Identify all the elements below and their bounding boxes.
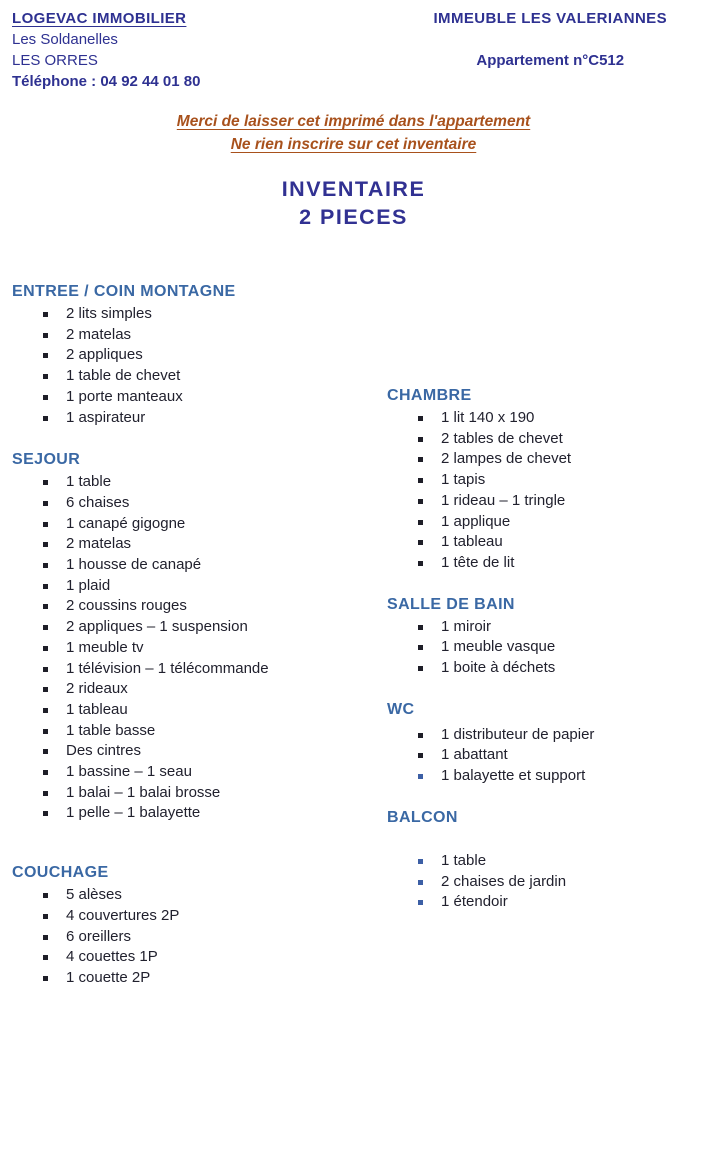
section-heading: SALLE DE BAIN bbox=[387, 595, 515, 613]
square-bullet-icon bbox=[43, 584, 48, 589]
section-chambre bbox=[387, 385, 707, 574]
item-label: 1 meuble tv bbox=[66, 638, 144, 656]
square-bullet-icon bbox=[43, 955, 48, 960]
notice-line-2: Ne rien inscrire sur cet inventaire bbox=[230, 136, 477, 153]
list-item bbox=[387, 553, 707, 574]
item-label: 2 appliques – 1 suspension bbox=[66, 618, 248, 636]
list-item bbox=[12, 638, 387, 659]
list-item bbox=[387, 449, 707, 470]
square-bullet-icon bbox=[43, 501, 48, 506]
item-label: Des cintres bbox=[66, 742, 142, 760]
list-item bbox=[387, 408, 707, 429]
item-label: 4 couvertures 2P bbox=[66, 906, 180, 924]
inventory-columns bbox=[0, 281, 707, 989]
item-label: 1 pelle – 1 balayette bbox=[66, 804, 201, 822]
list-item bbox=[12, 783, 387, 804]
list-item bbox=[387, 658, 707, 679]
item-label: 2 lits simples bbox=[66, 305, 152, 322]
square-bullet-icon bbox=[43, 976, 48, 981]
list-item bbox=[387, 429, 707, 450]
section-heading: SEJOUR bbox=[12, 451, 81, 469]
item-list bbox=[12, 304, 387, 428]
item-label: 2 appliques bbox=[66, 346, 143, 364]
square-bullet-icon bbox=[43, 480, 48, 485]
item-label: 1 miroir bbox=[441, 617, 492, 635]
item-label: 1 boite à déchets bbox=[441, 659, 556, 677]
list-item bbox=[12, 345, 387, 366]
square-bullet-icon bbox=[418, 900, 423, 905]
square-bullet-icon bbox=[418, 540, 423, 545]
list-item bbox=[12, 325, 387, 346]
list-item bbox=[12, 927, 387, 948]
list-item bbox=[12, 366, 387, 387]
item-label: 1 bassine – 1 seau bbox=[66, 763, 192, 781]
notice-block bbox=[0, 110, 707, 156]
section-heading: COUCHAGE bbox=[12, 864, 109, 882]
item-label: 1 balai – 1 balai brosse bbox=[66, 783, 221, 801]
list-item bbox=[387, 745, 707, 766]
list-item bbox=[12, 659, 387, 680]
item-label: 6 chaises bbox=[66, 493, 130, 511]
list-item bbox=[387, 532, 707, 553]
list-item bbox=[12, 679, 387, 700]
list-item bbox=[12, 741, 387, 762]
item-label: 2 lampes de chevet bbox=[441, 450, 572, 468]
agency-name: LOGEVAC IMMOBILIER bbox=[12, 10, 187, 27]
square-bullet-icon bbox=[418, 666, 423, 671]
section-heading: ENTREE / COIN MONTAGNE bbox=[12, 283, 236, 300]
square-bullet-icon bbox=[43, 416, 48, 421]
page-title bbox=[0, 175, 707, 231]
square-bullet-icon bbox=[43, 625, 48, 630]
section-salle-de-bain bbox=[387, 594, 707, 679]
item-label: 1 table de chevet bbox=[66, 367, 181, 385]
square-bullet-icon bbox=[418, 625, 423, 630]
list-item bbox=[387, 851, 707, 872]
section-sejour bbox=[12, 449, 387, 824]
square-bullet-icon bbox=[43, 749, 48, 754]
section-balcon bbox=[387, 807, 707, 913]
item-list bbox=[387, 851, 707, 913]
item-label: 1 rideau – 1 tringle bbox=[441, 491, 566, 509]
title-line-2: 2 PIECES bbox=[299, 205, 408, 229]
item-list bbox=[387, 725, 707, 787]
square-bullet-icon bbox=[43, 563, 48, 568]
item-label: 2 matelas bbox=[66, 325, 132, 343]
list-item bbox=[387, 766, 707, 787]
square-bullet-icon bbox=[418, 499, 423, 504]
agency-block bbox=[12, 8, 312, 92]
list-item bbox=[387, 637, 707, 658]
item-label: 2 coussins rouges bbox=[66, 597, 187, 615]
item-label: 1 distributeur de papier bbox=[441, 725, 595, 743]
item-label: 1 plaid bbox=[66, 576, 111, 594]
item-label: 1 tête de lit bbox=[441, 553, 515, 571]
item-label: 1 applique bbox=[441, 512, 511, 530]
item-list bbox=[12, 472, 387, 824]
square-bullet-icon bbox=[418, 733, 423, 738]
square-bullet-icon bbox=[418, 561, 423, 566]
item-label: 2 matelas bbox=[66, 535, 132, 553]
list-item bbox=[12, 721, 387, 742]
list-item bbox=[12, 387, 387, 408]
list-item bbox=[387, 892, 707, 913]
square-bullet-icon bbox=[418, 478, 423, 483]
list-item bbox=[12, 762, 387, 783]
item-label: 1 tableau bbox=[66, 700, 128, 718]
list-item bbox=[12, 968, 387, 989]
item-list bbox=[387, 617, 707, 679]
list-item bbox=[387, 470, 707, 491]
square-bullet-icon bbox=[418, 645, 423, 650]
list-item bbox=[12, 534, 387, 555]
list-item bbox=[12, 885, 387, 906]
item-label: 5 alèses bbox=[66, 886, 122, 904]
item-label: 2 rideaux bbox=[66, 680, 128, 698]
list-item bbox=[12, 947, 387, 968]
item-label: 1 porte manteaux bbox=[66, 387, 183, 405]
item-label: 2 chaises de jardin bbox=[441, 872, 567, 890]
square-bullet-icon bbox=[418, 520, 423, 525]
list-item bbox=[387, 617, 707, 638]
square-bullet-icon bbox=[43, 687, 48, 692]
square-bullet-icon bbox=[43, 791, 48, 796]
square-bullet-icon bbox=[43, 522, 48, 527]
list-item bbox=[387, 725, 707, 746]
list-item bbox=[12, 493, 387, 514]
inventory-column-right bbox=[387, 281, 707, 989]
item-label: 1 table bbox=[66, 473, 112, 491]
item-label: 1 balayette et support bbox=[441, 767, 586, 785]
title-line-1: INVENTAIRE bbox=[281, 177, 426, 201]
square-bullet-icon bbox=[43, 542, 48, 547]
list-item bbox=[12, 576, 387, 597]
section-heading: WC bbox=[387, 700, 415, 718]
square-bullet-icon bbox=[43, 646, 48, 651]
square-bullet-icon bbox=[43, 811, 48, 816]
square-bullet-icon bbox=[43, 770, 48, 775]
square-bullet-icon bbox=[418, 774, 423, 779]
square-bullet-icon bbox=[43, 708, 48, 713]
inventory-column-left bbox=[12, 281, 387, 989]
item-label: 1 aspirateur bbox=[66, 408, 146, 426]
square-bullet-icon bbox=[43, 893, 48, 898]
square-bullet-icon bbox=[418, 859, 423, 864]
phone-number: Téléphone : 04 92 44 01 80 bbox=[12, 73, 201, 90]
item-label: 1 tapis bbox=[441, 471, 486, 489]
square-bullet-icon bbox=[43, 312, 48, 317]
list-item bbox=[12, 408, 387, 429]
square-bullet-icon bbox=[43, 935, 48, 940]
section-wc bbox=[387, 699, 707, 787]
apartment-number: Appartement n°C512 bbox=[476, 52, 625, 69]
square-bullet-icon bbox=[43, 667, 48, 672]
square-bullet-icon bbox=[43, 604, 48, 609]
square-bullet-icon bbox=[43, 914, 48, 919]
item-label: 1 abattant bbox=[441, 746, 508, 764]
item-label: 1 télévision – 1 télécommande bbox=[66, 659, 269, 677]
item-label: 1 table bbox=[441, 851, 487, 869]
item-label: 2 tables de chevet bbox=[441, 429, 563, 447]
item-list bbox=[12, 885, 387, 989]
section-entree-coin-montagne bbox=[12, 281, 387, 428]
square-bullet-icon bbox=[418, 416, 423, 421]
item-label: 1 lit 140 x 190 bbox=[441, 409, 535, 426]
building-block bbox=[433, 8, 667, 92]
square-bullet-icon bbox=[43, 353, 48, 358]
list-item bbox=[12, 514, 387, 535]
square-bullet-icon bbox=[418, 753, 423, 758]
square-bullet-icon bbox=[418, 880, 423, 885]
city-name: LES ORRES bbox=[12, 52, 98, 69]
list-item bbox=[387, 491, 707, 512]
item-label: 1 canapé gigogne bbox=[66, 514, 186, 532]
square-bullet-icon bbox=[43, 395, 48, 400]
square-bullet-icon bbox=[418, 457, 423, 462]
square-bullet-icon bbox=[43, 729, 48, 734]
item-label: 4 couettes 1P bbox=[66, 948, 158, 966]
list-item bbox=[12, 596, 387, 617]
list-item bbox=[12, 700, 387, 721]
square-bullet-icon bbox=[43, 374, 48, 379]
item-label: 1 tableau bbox=[441, 533, 503, 551]
residence-name: Les Soldanelles bbox=[12, 31, 118, 48]
building-name: IMMEUBLE LES VALERIANNES bbox=[433, 10, 667, 27]
item-label: 1 table basse bbox=[66, 721, 156, 739]
list-item bbox=[12, 617, 387, 638]
square-bullet-icon bbox=[43, 333, 48, 338]
item-list bbox=[387, 408, 707, 574]
list-item bbox=[387, 512, 707, 533]
list-item bbox=[12, 555, 387, 576]
document-header bbox=[0, 0, 707, 92]
item-label: 1 étendoir bbox=[441, 893, 508, 911]
item-label: 1 couette 2P bbox=[66, 968, 151, 986]
square-bullet-icon bbox=[418, 437, 423, 442]
notice-line-1: Merci de laisser cet imprimé dans l'appartement bbox=[176, 113, 531, 130]
section-heading: BALCON bbox=[387, 808, 458, 826]
list-item bbox=[12, 803, 387, 824]
section-heading: CHAMBRE bbox=[387, 387, 472, 404]
list-item bbox=[387, 872, 707, 893]
item-label: 1 meuble vasque bbox=[441, 638, 556, 656]
item-label: 6 oreillers bbox=[66, 927, 132, 945]
list-item bbox=[12, 906, 387, 927]
section-couchage bbox=[12, 862, 387, 989]
list-item bbox=[12, 304, 387, 325]
list-item bbox=[12, 472, 387, 493]
item-label: 1 housse de canapé bbox=[66, 556, 202, 574]
